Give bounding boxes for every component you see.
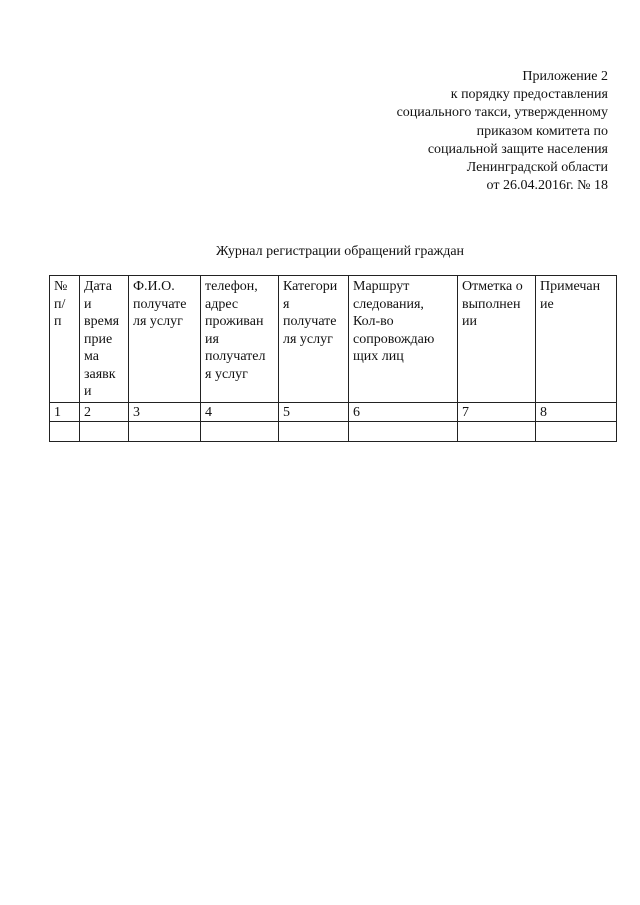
table-row	[50, 422, 617, 442]
table-header-row	[50, 276, 617, 403]
table-cell	[201, 422, 279, 442]
appendix-line: к порядку предоставления	[450, 87, 608, 103]
header-cell-number	[50, 276, 80, 403]
table-cell	[349, 422, 458, 442]
header-cell-contacts	[201, 276, 279, 403]
header-label: Дата и время прие ма заявк и	[84, 279, 120, 399]
table-cell	[536, 422, 617, 442]
table-cell	[80, 422, 129, 442]
column-number: 1	[50, 402, 80, 422]
header-cell-note	[536, 276, 617, 403]
header-cell-category	[279, 276, 349, 403]
appendix-header	[397, 68, 608, 195]
header-label: Отметка о выполнен ии	[462, 279, 523, 329]
header-label: телефон, адрес проживан ия получател я услуг	[205, 279, 266, 382]
table-cell	[129, 422, 201, 442]
header-cell-route	[349, 276, 458, 403]
header-cell-completion	[458, 276, 536, 403]
appendix-line: от 26.04.2016г. № 18	[486, 178, 608, 194]
header-label: Примечан ие	[540, 279, 601, 312]
column-number-row	[50, 402, 617, 422]
appendix-line: приказом комитета по	[476, 123, 608, 139]
appendix-line: социального такси, утвержденному	[396, 105, 608, 121]
column-number: 4	[201, 402, 279, 422]
journal-title: Журнал регистрации обращений граждан	[215, 244, 465, 259]
appendix-line: Ленинградской области	[466, 160, 608, 176]
table-cell	[279, 422, 349, 442]
header-cell-date	[80, 276, 129, 403]
column-number: 8	[536, 402, 617, 422]
header-label: Категори я получате ля услуг	[283, 279, 338, 347]
table-cell	[50, 422, 80, 442]
header-label: № п/ п	[54, 279, 68, 329]
column-number: 3	[129, 402, 201, 422]
column-number: 5	[279, 402, 349, 422]
column-number: 6	[349, 402, 458, 422]
appendix-line: социальной защите населения	[427, 141, 608, 157]
header-label: Ф.И.О. получате ля услуг	[133, 279, 187, 329]
appendix-line: Приложение 2	[522, 69, 608, 84]
journal-table	[49, 275, 617, 442]
column-number: 7	[458, 402, 536, 422]
column-number: 2	[80, 402, 129, 422]
table-cell	[458, 422, 536, 442]
header-cell-name	[129, 276, 201, 403]
header-label: Маршрут следования, Кол-во сопровождаю щих лиц	[353, 279, 435, 364]
